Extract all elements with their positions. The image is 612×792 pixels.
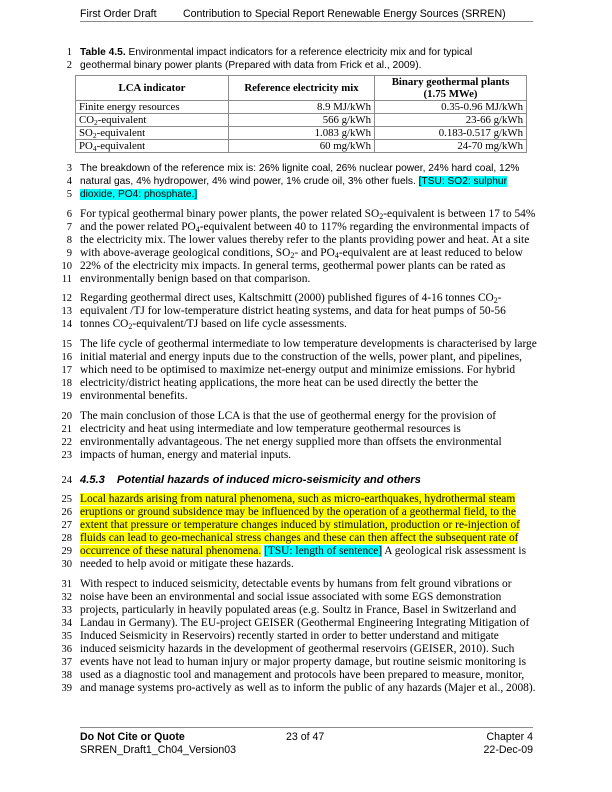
text: tonnes CO — [80, 318, 129, 330]
body-line: the electricity mix. The lower values thereby refer to the plants providing power and heat. At a site — [80, 234, 530, 246]
body-line: needed to help avoid or mitigate these hazards. — [80, 558, 294, 570]
footer-page-number: 23 of 47 — [286, 731, 325, 743]
note-text: natural gas, 4% hydropower, 4% wind power, 1% crude oil, 3% other fuels. — [80, 176, 419, 187]
section-heading — [80, 474, 421, 487]
table-row — [76, 127, 527, 140]
table-note-line — [80, 175, 507, 188]
body-line — [80, 532, 518, 545]
body-line: Landau in Germany). The EU-project GEISER (Geothermal Engineering Integrating Mitigation of — [80, 617, 530, 629]
text: -equivalent is between 17 to 54% — [383, 208, 536, 220]
section-number: 4.5.3 — [80, 474, 105, 486]
footer-divider — [80, 727, 533, 728]
line-number: 32 — [61, 592, 72, 603]
lca-indicator-table — [75, 75, 527, 153]
line-number: 1 — [66, 47, 72, 58]
table-caption-line2: geothermal binary power plants (Prepared with data from Frick et al., 2009). — [80, 60, 422, 71]
line-number: 26 — [61, 507, 72, 518]
table-row — [76, 114, 527, 127]
cell-binary: 24-70 mg/kWh — [375, 140, 527, 153]
line-number: 31 — [61, 579, 72, 590]
line-number: 37 — [61, 657, 72, 668]
body-line — [80, 292, 502, 305]
body-line: projects, particularly in heavily populated areas (e.g. Soultz in France, Basel in Switzerland and — [80, 604, 517, 616]
text: - and PO — [294, 247, 335, 259]
body-line: Induced Seismicity in Reservoirs) recently started in order to better understand and mitigate — [80, 630, 499, 642]
line-number: 27 — [61, 520, 72, 531]
text: -equivalent between 40 to 117% regarding the environmental impacts of — [199, 221, 530, 233]
body-line — [80, 519, 520, 532]
body-line: The life cycle of geothermal intermediate to low temperature developments is characterised by large — [80, 338, 537, 350]
line-number: 2 — [66, 60, 72, 71]
chem: PO — [79, 140, 93, 152]
line-number: 36 — [61, 644, 72, 655]
line-number: 35 — [61, 631, 72, 642]
line-number: 38 — [61, 670, 72, 681]
cell-binary: 23-66 g/kWh — [375, 114, 527, 127]
cell-binary: 0.183-0.517 g/kWh — [375, 127, 527, 140]
table-caption — [80, 46, 472, 59]
body-line: used as a diagnostic tool and management and protocols have been prepared to measure, monitor, — [80, 669, 525, 681]
body-line — [80, 318, 347, 331]
body-line: 22% of the electricity mix impacts. In general terms, geothermal power plants can be rated as — [80, 260, 506, 272]
table-header-row — [76, 76, 527, 101]
body-line: electricity and heat using intermediate and low temperature geothermal resources is — [80, 423, 461, 435]
cell-reference: 1.083 g/kWh — [229, 127, 375, 140]
cell-indicator — [76, 127, 229, 140]
highlighted-text: fluids can lead to geo-mechanical stress changes and these can then affect the subsequent rate of — [80, 532, 519, 544]
cell-indicator: Finite energy resources — [76, 101, 229, 114]
header-line: Binary geothermal plants — [391, 76, 510, 88]
body-line: environmental benefits. — [80, 390, 188, 402]
subscript: 2 — [493, 296, 498, 305]
subscript: 4 — [334, 251, 339, 260]
body-line: events have not lead to human injury or major property damage, but routine seismic monitoring is — [80, 656, 527, 668]
subscript: 4 — [92, 144, 97, 153]
text: -equivalent/TJ based on life cycle assessments. — [132, 318, 347, 330]
line-number: 8 — [66, 235, 72, 246]
header-draft-label: First Order Draft — [80, 8, 157, 20]
line-number: 15 — [61, 339, 72, 350]
table-row — [76, 101, 527, 114]
running-header — [80, 4, 533, 22]
text: with above-average geological conditions, SO — [80, 247, 291, 259]
suffix: -equivalent — [97, 114, 147, 126]
suffix: -equivalent — [96, 127, 146, 139]
line-number: 29 — [61, 546, 72, 557]
subscript: 2 — [94, 118, 98, 127]
body-line: which need to be optimised to maximize net-energy output and minimize emissions. For hybrid — [80, 364, 516, 376]
body-line: noise have been an environmental and social issue associated with some EGS demonstration — [80, 591, 502, 603]
suffix: -equivalent — [96, 140, 146, 152]
text: A geological risk assessment is — [382, 545, 527, 557]
highlighted-text: Local hazards arising from natural phenomena, such as micro-earthquakes, hydrothermal steam — [80, 493, 516, 505]
table-note-line: The breakdown of the reference mix is: 26% lignite coal, 26% nuclear power, 24% hard coal, 12% — [80, 163, 520, 174]
column-header-binary-geothermal — [375, 76, 527, 101]
footer-document-id: SRREN_Draft1_Ch04_Version03 — [80, 744, 237, 756]
body-line — [80, 493, 515, 506]
text: For typical geothermal binary power plants, the power related SO — [80, 208, 380, 220]
table-row — [76, 140, 527, 153]
table-note-line — [80, 188, 197, 201]
section-title: Potential hazards of induced micro-seismicity and others — [116, 474, 421, 486]
footer-chapter: Chapter 4 — [486, 731, 533, 743]
tsu-comment-highlight: [TSU: SO2: sulphur — [418, 176, 507, 187]
text: Regarding geothermal direct uses, Kaltschmitt (2000) published figures of 4-16 tonnes CO — [80, 292, 494, 304]
line-number: 23 — [61, 450, 72, 461]
line-number: 20 — [61, 411, 72, 422]
body-line — [80, 221, 529, 234]
subscript: 2 — [379, 212, 384, 221]
line-number: 21 — [61, 424, 72, 435]
text: - — [497, 292, 502, 304]
cell-reference: 8.9 MJ/kWh — [229, 101, 375, 114]
body-line — [80, 208, 535, 221]
chem: SO — [79, 127, 93, 139]
subscript: 2 — [290, 251, 295, 260]
line-number: 39 — [61, 683, 72, 694]
line-number: 34 — [61, 618, 72, 629]
line-number: 30 — [61, 559, 72, 570]
body-line: electricity/district heating applications, the more heat can be used directly the better the — [80, 377, 479, 389]
line-number: 19 — [61, 391, 72, 402]
line-number: 6 — [66, 209, 72, 220]
body-line — [80, 247, 523, 260]
subscript: 2 — [128, 322, 133, 331]
caption-text: Environmental impact indicators for a reference electricity mix and for typical — [125, 47, 473, 58]
table-caption-label: Table 4.5. — [80, 47, 126, 58]
highlighted-text: eruptions or ground subsidence may be influenced by the operation of a geothermal field, to the — [80, 506, 516, 518]
line-number: 11 — [61, 274, 72, 285]
line-number: 22 — [61, 437, 72, 448]
header-report-title: Contribution to Special Report Renewable Energy Sources (SRREN) — [183, 8, 506, 20]
body-line: induced seismicity hazards in the development of geothermal reservoirs (GEISER, 2010). Such — [80, 643, 515, 655]
column-header-reference-mix: Reference electricity mix — [229, 76, 375, 101]
footer-date: 22-Dec-09 — [483, 744, 533, 756]
line-number: 5 — [66, 189, 72, 200]
body-line: impacts of human, energy and material inputs. — [80, 449, 292, 461]
highlighted-text: extent that pressure or temperature changes induced by stimulation, production or re-injection of — [80, 519, 520, 531]
cell-indicator — [76, 114, 229, 127]
cell-binary: 0.35-0.96 MJ/kWh — [375, 101, 527, 114]
cell-reference: 566 g/kWh — [229, 114, 375, 127]
body-line: initial material and energy inputs due to the construction of the wells, power plant, and pipelines, — [80, 351, 523, 363]
body-line: The main conclusion of those LCA is that the use of geothermal energy for the provision of — [80, 410, 497, 422]
cell-reference: 60 mg/kWh — [229, 140, 375, 153]
text: and the power related PO — [80, 221, 196, 233]
line-number: 24 — [61, 475, 72, 486]
highlighted-text: occurrence of these natural phenomena. — [80, 545, 262, 557]
line-number: 9 — [66, 248, 72, 259]
subscript: 2 — [92, 131, 97, 140]
body-line — [80, 545, 526, 558]
column-header-lca-indicator: LCA indicator — [76, 76, 229, 101]
line-number: 16 — [61, 352, 72, 363]
line-number: 13 — [61, 306, 72, 317]
text: -equivalent are at least reduced to below — [338, 247, 523, 259]
chem: CO — [79, 114, 94, 126]
line-number: 25 — [61, 494, 72, 505]
line-number: 10 — [61, 261, 72, 272]
line-number: 4 — [66, 176, 72, 187]
cell-indicator — [76, 140, 229, 153]
line-number: 3 — [66, 163, 72, 174]
line-number: 17 — [61, 365, 72, 376]
body-line — [80, 506, 516, 519]
footer-do-not-cite: Do Not Cite or Quote — [80, 731, 185, 743]
line-number: 28 — [61, 533, 72, 544]
line-number: 14 — [61, 319, 72, 330]
tsu-comment-highlight: dioxide, PO4: phosphate.] — [80, 189, 198, 200]
body-line: environmentally benign based on that comparison. — [80, 273, 311, 285]
body-line: environmentally advantageous. The net energy supplied more than offsets the environmental — [80, 436, 502, 448]
subscript: 4 — [195, 225, 200, 234]
line-number: 18 — [61, 378, 72, 389]
line-number: 33 — [61, 605, 72, 616]
line-number: 12 — [61, 293, 72, 304]
line-number: 7 — [66, 222, 72, 233]
header-line: (1.75 MWe) — [423, 88, 478, 100]
body-line: equivalent /TJ for low-temperature district heating systems, and data for heat pumps of 50-56 — [80, 305, 506, 317]
body-line: and manage systems pro-actively as well as to inform the public of any hazards (Majer et al., 2008). — [80, 682, 536, 694]
tsu-comment-highlight: [TSU: length of sentence] — [264, 545, 383, 557]
body-line: With respect to induced seismicity, detectable events by humans from felt ground vibrations or — [80, 578, 512, 590]
